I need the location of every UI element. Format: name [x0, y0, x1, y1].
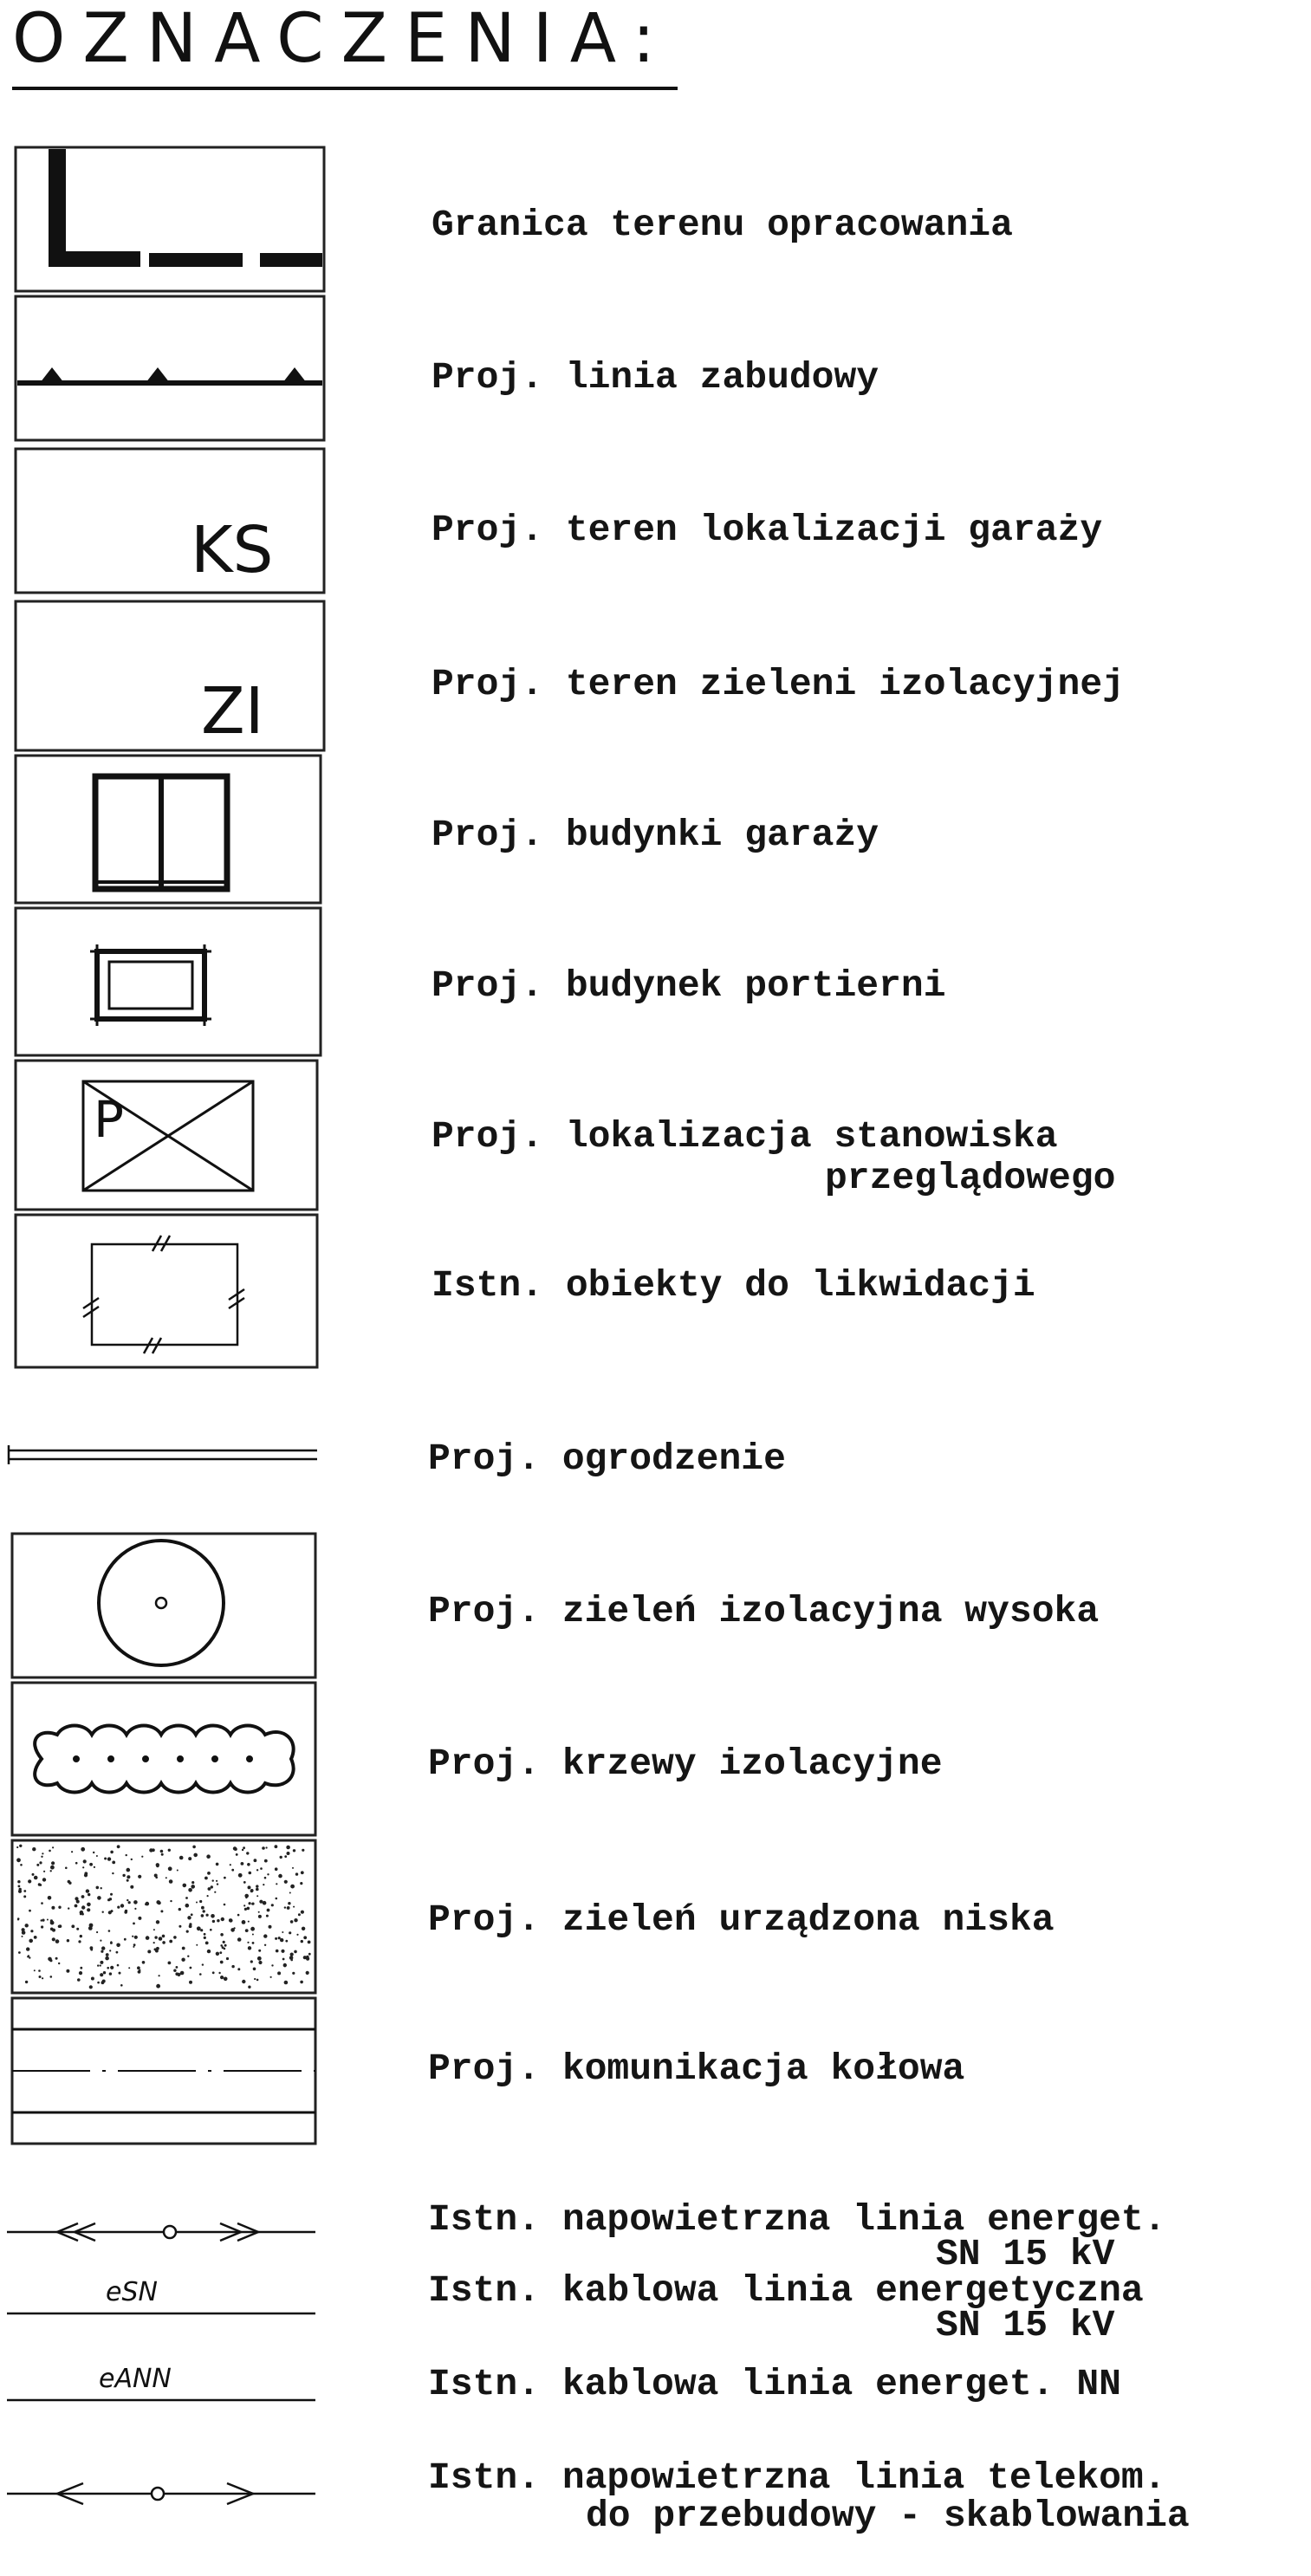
eann-symbol-text: eANN: [99, 2364, 172, 2394]
road-symbol: [12, 2029, 315, 2112]
box-tall-greenery: [12, 1534, 315, 1677]
objects-liquidation-symbol: [83, 1236, 244, 1353]
telecom-line-symbol: [7, 2483, 315, 2504]
box-porter-building: [16, 908, 321, 1055]
legend-label-building-line: Proj. linia zabudowy: [432, 356, 879, 399]
legend-label-inspection-stand: Proj. lokalizacja stanowiska: [432, 1115, 1058, 1158]
legend-label-garage-buildings: Proj. budynki garaży: [432, 814, 879, 856]
tall-greenery-symbol: [99, 1541, 224, 1665]
box-shrubs: [12, 1683, 315, 1835]
page-title: OZNACZENIA:: [12, 0, 672, 78]
overhead-power-line-symbol: [7, 2223, 315, 2241]
legend-label-tall-greenery: Proj. zieleń izolacyjna wysoka: [428, 1590, 1100, 1632]
box-building-line: [16, 296, 324, 440]
low-greenery-symbol: [16, 1845, 311, 1989]
legend-sublabel-inspection-stand: przeglądowego: [825, 1157, 1116, 1199]
legend-label-fence: Proj. ogrodzenie: [428, 1437, 786, 1480]
legend-label-green-isolation: Proj. teren zieleni izolacyjnej: [432, 663, 1125, 705]
legend-label-objects-liquidation: Istn. obiekty do likwidacji: [432, 1264, 1035, 1307]
porter-building-symbol: [90, 944, 211, 1026]
legend-label-cable-line-nn: Istn. kablowa linia energet. NN: [428, 2363, 1121, 2405]
esn-symbol-text: eSN: [106, 2277, 158, 2307]
legend-label-porter-building: Proj. budynek portierni: [432, 964, 946, 1007]
box-green-isolation: [16, 601, 324, 750]
shrubs-symbol: [35, 1726, 293, 1793]
legend-label-cable-line-esn: Istn. kablowa linia energetyczna: [428, 2269, 1144, 2312]
legend-label-boundary: Granica terenu opracowania: [432, 204, 1013, 246]
ks-symbol-text: KS: [191, 513, 274, 587]
legend-sublabel-overhead-power-line: SN 15 kV: [936, 2233, 1115, 2275]
zi-symbol-text: ZI: [201, 674, 264, 749]
legend-label-low-greenery: Proj. zieleń urządzona niska: [428, 1898, 1055, 1941]
building-line-symbol: [17, 367, 322, 383]
box-garage-area: [16, 449, 324, 593]
garage-buildings-symbol: [95, 776, 227, 889]
boundary-symbol: [49, 149, 322, 267]
legend-sublabel-telecom-line: do przebudowy - skablowania: [586, 2495, 1190, 2537]
box-low-greenery: [12, 1840, 315, 1993]
legend-sublabel-cable-line-esn: SN 15 kV: [936, 2304, 1115, 2346]
legend-label-shrubs: Proj. krzewy izolacyjne: [428, 1742, 943, 1785]
fence-symbol: [9, 1445, 317, 1464]
legend-label-garage-area: Proj. teren lokalizacji garaży: [432, 509, 1103, 551]
legend-label-road: Proj. komunikacja kołowa: [428, 2047, 965, 2090]
legend-label-overhead-power-line: Istn. napowietrzna linia energet.: [428, 2198, 1166, 2241]
p-symbol-text: P: [94, 1090, 124, 1149]
legend-label-telecom-line: Istn. napowietrzna linia telekom.: [428, 2456, 1166, 2499]
